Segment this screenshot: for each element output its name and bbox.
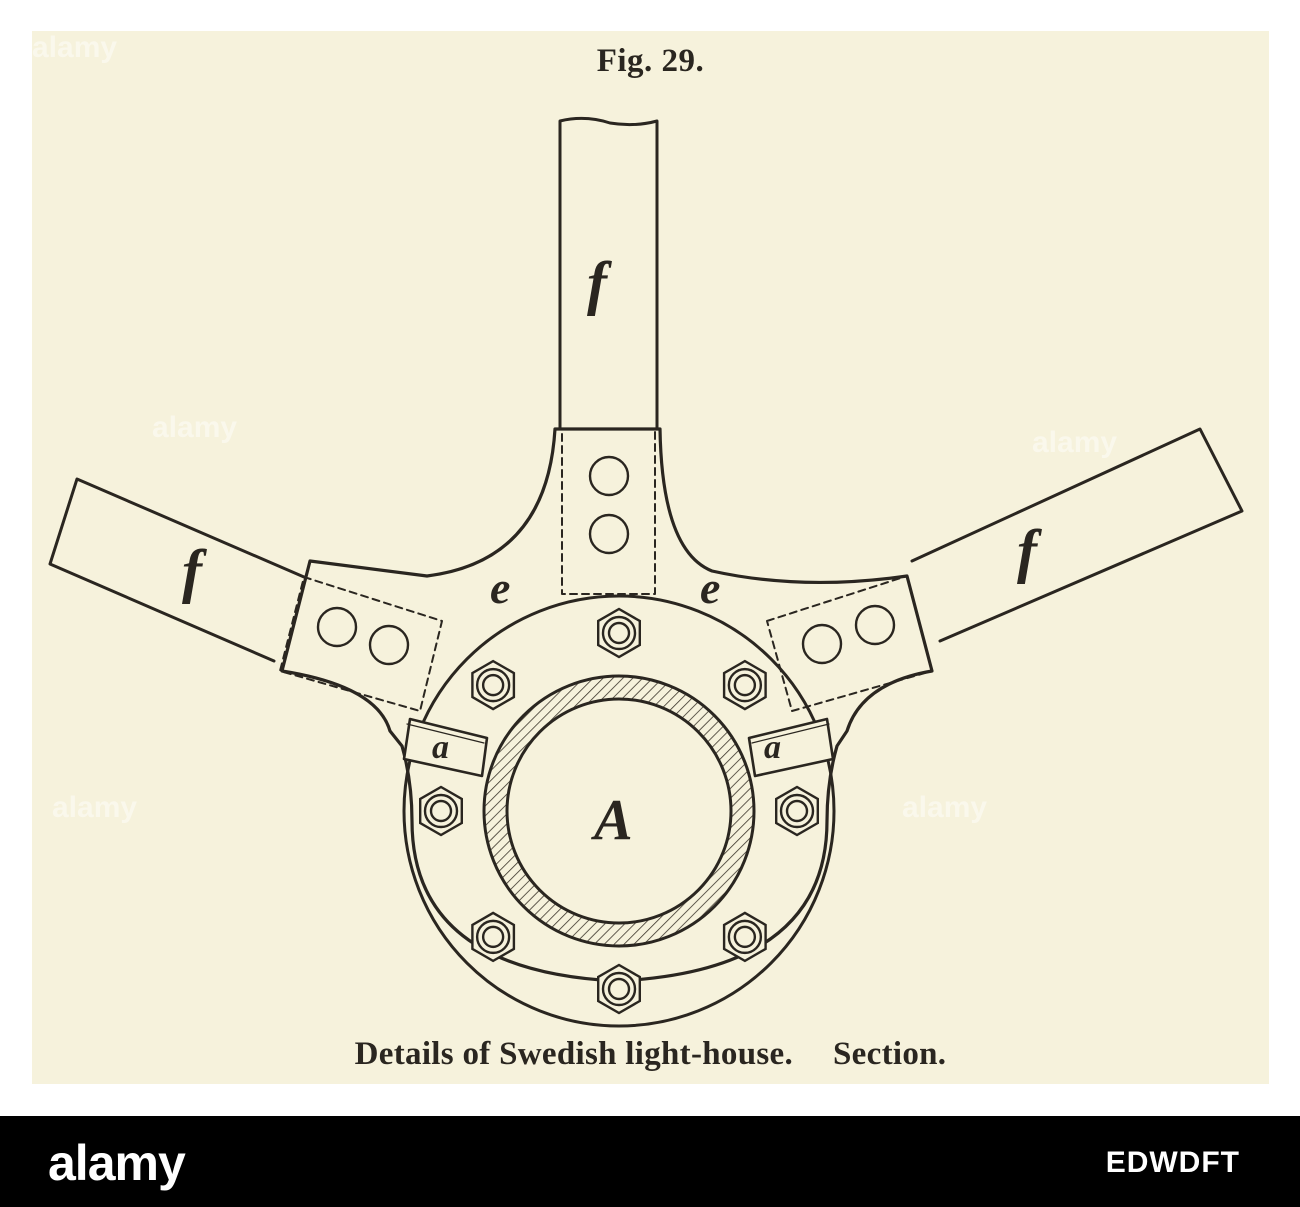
book-page bbox=[32, 31, 1269, 1084]
left-arm bbox=[50, 479, 304, 661]
footer-image-id: EDWDFT bbox=[1105, 1146, 1240, 1179]
watermark: alamy bbox=[32, 31, 118, 64]
label-center: A bbox=[594, 787, 633, 852]
watermark: alamy bbox=[152, 411, 238, 444]
stock-footer-bar bbox=[0, 1116, 1300, 1207]
top-arm bbox=[560, 118, 657, 429]
right-plate-hole-1 bbox=[803, 625, 841, 663]
label-top-arm: f bbox=[587, 250, 607, 316]
hex-nut bbox=[724, 661, 766, 709]
left-plate-hole-2 bbox=[370, 626, 408, 664]
caption-main: Details of Swedish light-house. bbox=[354, 1036, 794, 1072]
label-web-left: e bbox=[490, 562, 511, 613]
caption-section: Section. bbox=[833, 1036, 947, 1072]
right-plate-hole-2 bbox=[856, 606, 894, 644]
watermark: alamy bbox=[902, 791, 988, 824]
label-web-right: e bbox=[700, 562, 721, 613]
top-plate-hole-2 bbox=[590, 515, 628, 553]
footer-logo: alamy bbox=[48, 1135, 185, 1191]
label-left-arm: f bbox=[182, 538, 202, 604]
hex-nut bbox=[598, 609, 640, 657]
hex-nut bbox=[598, 965, 640, 1013]
watermark: alamy bbox=[1032, 426, 1118, 459]
right-arm bbox=[912, 429, 1242, 641]
top-plate-hole-1 bbox=[590, 457, 628, 495]
figure-caption bbox=[32, 1036, 1269, 1073]
left-plate-hole-1 bbox=[318, 608, 356, 646]
hex-nut bbox=[420, 787, 462, 835]
hex-nut bbox=[724, 913, 766, 961]
label-key-left: a bbox=[432, 729, 449, 766]
hex-nut bbox=[472, 661, 514, 709]
hex-nut bbox=[472, 913, 514, 961]
label-right-arm: f bbox=[1017, 518, 1037, 584]
figure-title: Fig. 29. bbox=[596, 43, 705, 79]
lighthouse-section-drawing bbox=[32, 31, 1269, 1084]
label-key-right: a bbox=[764, 729, 781, 766]
watermark: alamy bbox=[52, 791, 138, 824]
hex-nut bbox=[776, 787, 818, 835]
